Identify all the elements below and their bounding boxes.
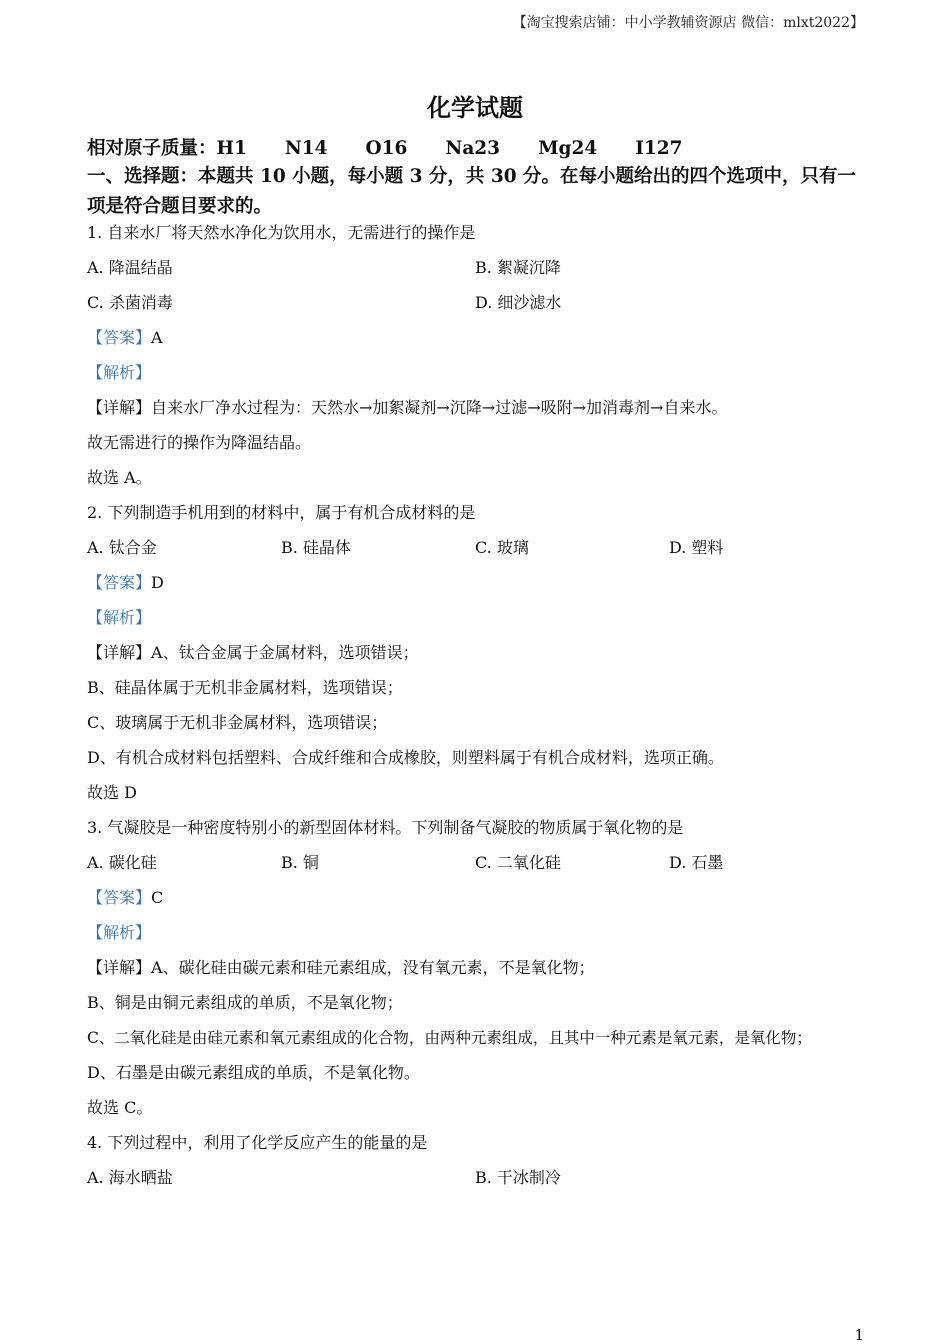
section-one-heading: 一、选择题：本题共 10 小题，每小题 3 分，共 30 分。在每小题给出的四个选项中，只有一项是符合题目要求的。 (87, 166, 857, 217)
question-2-stem: 2. 下列制造手机用到的材料中，属于有机合成材料的是 (87, 503, 476, 522)
question-1-analysis-label: 【解析】 (87, 363, 152, 382)
question-4-option-b: B. 干冰制冷 (475, 1168, 561, 1187)
atomic-mass-h: H1 (216, 138, 247, 159)
question-1-detail (87, 396, 727, 420)
question-2-option-b: B. 硅晶体 (281, 538, 351, 557)
atomic-masses (87, 134, 721, 160)
question-1-option-d: D. 细沙滤水 (475, 293, 562, 312)
answer-label: 【答案】 (87, 573, 152, 592)
question-2-option-c: C. 玻璃 (475, 538, 529, 557)
question-1-option-a: A. 降温结晶 (87, 258, 173, 277)
question-1-detail-line: 故无需进行的操作为降温结晶。 (87, 433, 312, 452)
question-2-analysis-label: 【解析】 (87, 608, 152, 627)
detail-text: 自来水厂净水过程为：天然水→加絮凝剂→沉降→过滤→吸附→加消毒剂→自来水。 (151, 398, 728, 417)
question-3-option-a: A. 碳化硅 (87, 853, 157, 872)
question-3-analysis-label: 【解析】 (87, 923, 152, 942)
question-1-stem: 1. 自来水厂将天然水净化为饮用水，无需进行的操作是 (87, 223, 476, 242)
question-2-option-d: D. 塑料 (669, 538, 724, 557)
question-1-option-b: B. 絮凝沉降 (475, 258, 561, 277)
page-title: 化学试题 (427, 93, 523, 122)
detail-label: 【详解】 (87, 643, 152, 662)
atomic-mass-o: O16 (365, 138, 408, 159)
question-3-detail-line: C、二氧化硅是由硅元素和氧元素组成的化合物，由两种元素组成，且其中一种元素是氧元素，是氧化物； (87, 1029, 812, 1047)
answer-label: 【答案】 (87, 328, 152, 347)
question-1-option-c: C. 杀菌消毒 (87, 293, 173, 312)
question-3-option-b: B. 铜 (281, 853, 319, 872)
question-2-answer (87, 571, 164, 595)
answer-value: A (151, 328, 163, 347)
detail-label: 【详解】 (87, 958, 152, 977)
question-3-detail (87, 956, 595, 980)
answer-label: 【答案】 (87, 888, 152, 907)
question-2-detail (87, 641, 419, 665)
question-1-conclusion: 故选 A。 (87, 468, 152, 487)
question-2-conclusion: 故选 D (87, 783, 137, 802)
question-1-answer (87, 326, 163, 350)
atomic-mass-i: I127 (635, 138, 683, 159)
detail-text: A、碳化硅由碳元素和硅元素组成，没有氧元素，不是氧化物； (151, 958, 595, 977)
question-3-option-d: D. 石墨 (669, 853, 724, 872)
question-3-answer (87, 886, 163, 910)
atomic-mass-n: N14 (284, 138, 328, 159)
question-3-option-c: C. 二氧化硅 (475, 853, 561, 872)
atomic-mass-mg: Mg24 (538, 138, 598, 159)
question-3-conclusion: 故选 C。 (87, 1098, 153, 1117)
page-number: 1 (854, 1326, 864, 1344)
question-3-detail-line: D、石墨是由碳元素组成的单质，不是氧化物。 (87, 1063, 420, 1082)
header-note: 【淘宝搜索店铺：中小学教辅资源店 微信：mlxt2022】 (512, 15, 864, 31)
question-4-option-a: A. 海水晒盐 (87, 1168, 173, 1187)
question-4-stem: 4. 下列过程中，利用了化学反应产生的能量的是 (87, 1133, 428, 1152)
detail-label: 【详解】 (87, 398, 152, 417)
question-2-option-a: A. 钛合金 (87, 538, 157, 557)
atomic-masses-label: 相对原子质量： (87, 138, 217, 159)
detail-text: A、钛合金属于金属材料，选项错误； (151, 643, 419, 662)
question-3-stem: 3. 气凝胶是一种密度特别小的新型固体材料。下列制备气凝胶的物质属于氧化物的是 (87, 818, 684, 837)
answer-value: D (151, 573, 164, 592)
question-3-detail-line: B、铜是由铜元素组成的单质，不是氧化物； (87, 993, 403, 1012)
question-2-detail-line: B、硅晶体属于无机非金属材料，选项错误； (87, 678, 403, 697)
question-2-detail-line: D、有机合成材料包括塑料、合成纤维和合成橡胶，则塑料属于有机合成材料，选项正确。 (87, 748, 724, 767)
question-2-detail-line: C、玻璃属于无机非金属材料，选项错误； (87, 713, 388, 732)
answer-value: C (151, 888, 164, 907)
atomic-mass-na: Na23 (445, 138, 501, 159)
